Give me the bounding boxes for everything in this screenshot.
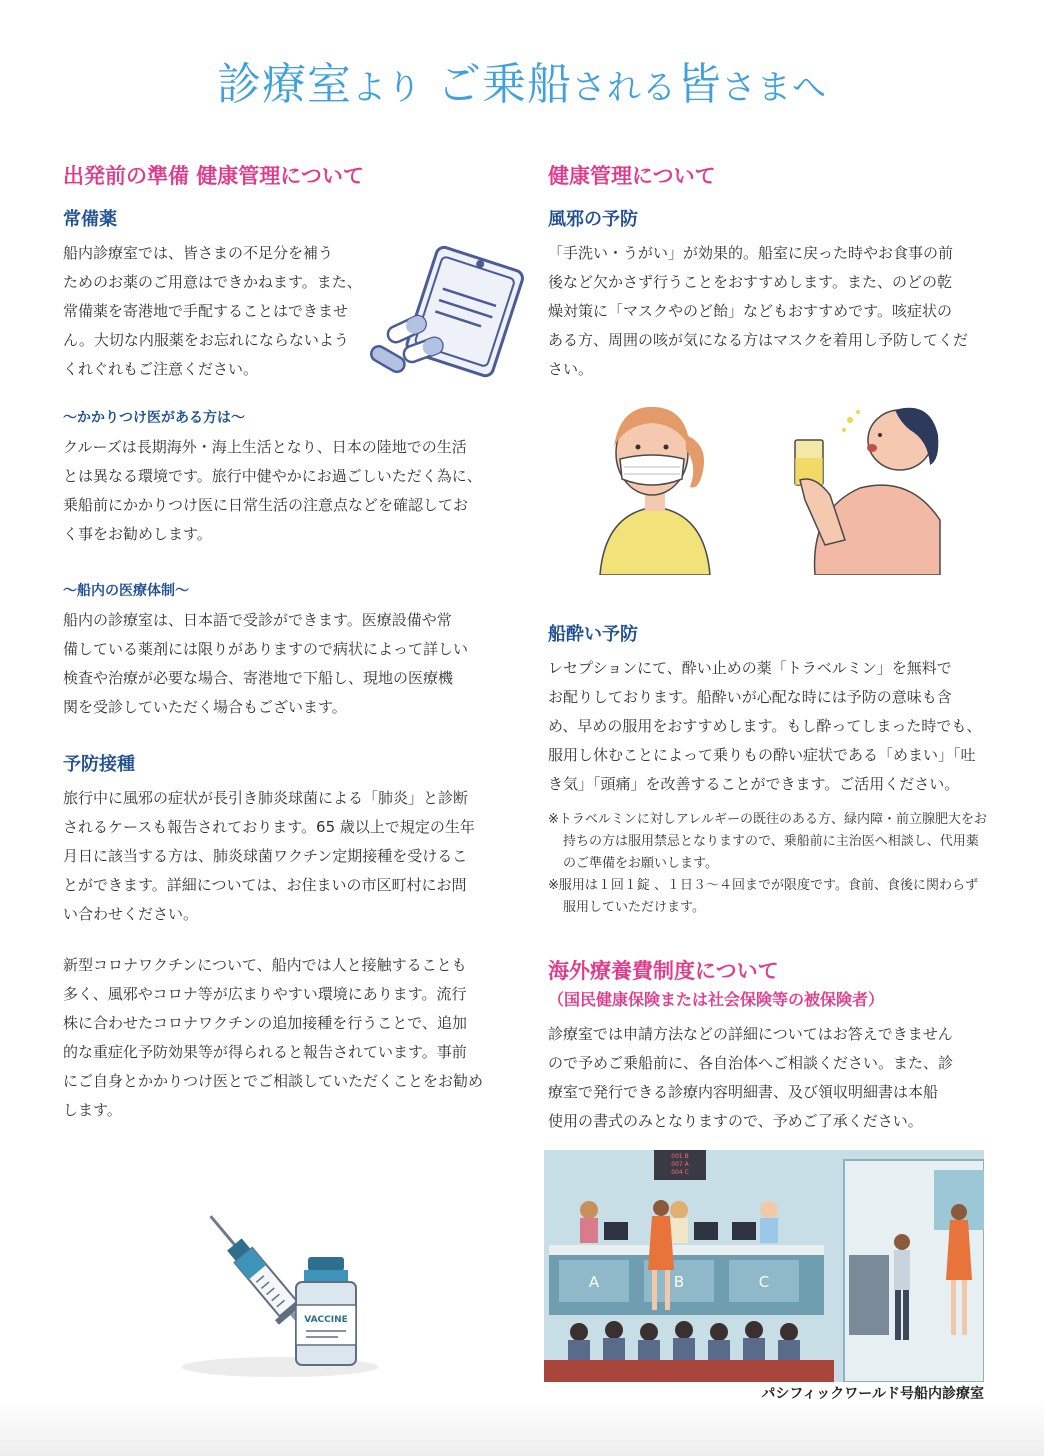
kaze-section — [548, 205, 988, 384]
text-line: 療室で発行できる診療内容明細書、及び領収明細書は本船 — [548, 1083, 939, 1101]
title-text: 診療室 — [217, 59, 352, 110]
text-line: 多く、風邪やコロナ等が広まりやすい環境にあります。流行 — [63, 985, 467, 1003]
corona-section — [63, 951, 513, 1125]
iryou-section — [63, 580, 513, 722]
subsection-heading: 船酔い予防 — [548, 624, 638, 645]
title-text: される — [572, 68, 677, 108]
text-line: 「手洗い・うがい」が効果的。船室に戻った時やお食事の前 — [548, 244, 954, 262]
text-line: されるケースも報告されております。65 歳以上で規定の生年 — [63, 818, 475, 836]
text-line: にご自身とかかりつけ医とでご相談していただくことをお勧め — [63, 1072, 484, 1090]
page-title — [0, 48, 1044, 112]
text-line: い合わせください。 — [63, 905, 199, 923]
reception-illustration — [544, 1150, 984, 1382]
note-line: ※服用は１回１錠 、１日３〜４回までが限度です。食前、食後に関わらず服用していただけます。 — [548, 878, 978, 915]
text-line: 船内の診療室は、日本語で受診ができます。医療設備や常 — [63, 611, 452, 629]
subsection-heading: 〜船内の医療体制〜 — [63, 583, 189, 599]
section-subheading: （国民健康保険または社会保険等の被保険者） — [548, 990, 885, 1009]
note-line: ※トラベルミンに対しアレルギーの既往のある方、緑内障・前立腺肥大をお持ちの方は服用禁忌となりますので、乗船前に主治医へ相談し、代用薬のご準備をお願いします。 — [548, 812, 988, 871]
title-text: 皆 — [677, 59, 722, 110]
text-line: ので予めご乗船前に、各自治体へご相談ください。また、診 — [548, 1054, 954, 1072]
title-text: ご乗船 — [437, 59, 572, 110]
text-line: お配りしております。船酔いが心配な時には予防の意味も含 — [548, 688, 952, 706]
title-text: さまへ — [722, 68, 827, 108]
kaigai-section — [548, 955, 998, 1136]
text-line: く事をお勧めします。 — [63, 525, 212, 543]
gargling-man-illustration — [790, 400, 950, 575]
vaccine-illustration — [180, 1195, 380, 1385]
text-line: 検査や治療が必要な場合、寄港地で下船し、現地の医療機 — [63, 669, 454, 687]
text-line: 株に合わせたコロナワクチンの追加接種を行うことで、追加 — [63, 1014, 467, 1032]
text-line: ん。大切な内服薬をお忘れにならないよう — [63, 331, 349, 349]
left-column — [63, 160, 513, 190]
text-line: 的な重症化予防効果等が得られると報告されています。事前 — [63, 1043, 467, 1061]
display-line: 007 A — [671, 1161, 689, 1168]
text-line: レセプションにて、酔い止めの薬「トラベルミン」を無料で — [548, 659, 952, 677]
text-line: 燥対策に「マスクやのど飴」などもおすすめです。咳症状の — [548, 302, 952, 320]
subsection-heading: 予防接種 — [63, 754, 135, 775]
joubiyaku-section — [63, 205, 373, 384]
text-line: 関を受診していただく場合もございます。 — [63, 698, 347, 716]
counter-label: A — [588, 1273, 600, 1291]
counter-label: B — [673, 1273, 685, 1291]
text-line: 使用の書式のみとなりますので、予めご了承ください。 — [548, 1112, 923, 1130]
medicine-illustration — [365, 240, 525, 380]
subsection-heading: 常備薬 — [63, 209, 117, 230]
text-line: 常備薬を寄港地で手配することはできませ — [63, 302, 349, 320]
counter-label: C — [758, 1273, 770, 1291]
text-line: 旅行中に風邪の症状が長引き肺炎球菌による「肺炎」と診断 — [63, 789, 469, 807]
text-line: 服用し休むことによって乗りもの酔い症状である「めまい」「吐 — [548, 746, 976, 764]
text-line: 船内診療室では、皆さまの不足分を補う — [63, 244, 334, 262]
text-line: き気」「頭痛」を改善することができます。ご活用ください。 — [548, 775, 960, 793]
section-heading-preparation: 出発前の準備 健康管理について — [63, 164, 364, 188]
text-line: クルーズは長期海外・海上生活となり、日本の陸地での生活 — [63, 438, 467, 456]
text-line: とは異なる環境です。旅行中健やかにお過ごしいただく為に、 — [63, 467, 482, 485]
section-heading-health: 健康管理について — [548, 164, 716, 188]
display-line: 004 C — [671, 1169, 689, 1176]
text-line: 新型コロナワクチンについて、船内では人と接触することも — [63, 956, 467, 974]
subsection-heading: 〜かかりつけ医がある方は〜 — [63, 410, 245, 426]
subsection-heading: 風邪の予防 — [548, 209, 638, 230]
yobou-section — [63, 750, 513, 929]
text-line: とができます。詳細については、お住まいの市区町村にお問 — [63, 876, 467, 894]
text-line: 乗船前にかかりつけ医に日常生活の注意点などを確認してお — [63, 496, 469, 514]
text-line: 備している薬剤には限りがありますので病状によって詳しい — [63, 640, 469, 658]
text-line: 後など欠かさず行うことをおすすめします。また、のどの乾 — [548, 273, 952, 291]
section-heading-overseas: 海外療養費制度について — [548, 959, 779, 983]
text-line: くれぐれもご注意ください。 — [63, 360, 259, 378]
footer-credit: パシフィックワールド号船内診療室 — [761, 1386, 984, 1402]
title-text: より — [352, 68, 422, 108]
vaccine-label: VACCINE — [304, 1315, 348, 1325]
bottom-shade — [0, 1400, 1044, 1456]
text-line: ある方、周囲の咳が気になる方はマスクを着用し予防してくだ — [548, 331, 969, 349]
text-line: します。 — [63, 1101, 122, 1119]
text-line: 診療室では申請方法などの詳細についてはお答えできません — [548, 1025, 953, 1043]
display-line: 001 B — [671, 1153, 689, 1160]
text-line: ためのお薬のご用意はできかねます。また、 — [63, 273, 362, 291]
kakaritsuke-section — [63, 407, 513, 549]
mask-woman-illustration — [590, 395, 720, 575]
text-line: 月日に該当する方は、肺炎球菌ワクチン定期接種を受けるこ — [63, 847, 468, 865]
text-line: め、早めの服用をおすすめします。もし酔ってしまった時でも、 — [548, 717, 982, 735]
funayoi-section — [548, 620, 998, 919]
right-column — [548, 160, 988, 190]
text-line: さい。 — [548, 360, 594, 378]
